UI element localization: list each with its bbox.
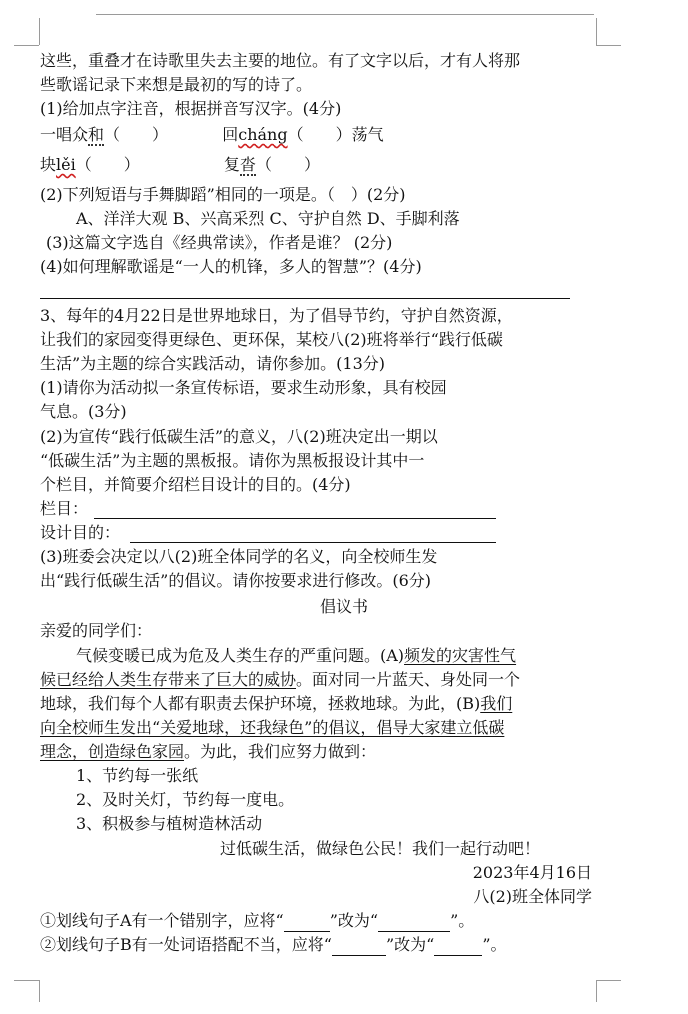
crop-mark-bottom-left-h xyxy=(14,980,39,981)
letter-signature: 八(2)班全体同学 xyxy=(473,887,592,906)
answer-paren: （ ）荡气 xyxy=(287,125,384,144)
answer-paren: （ ） xyxy=(75,155,140,174)
purpose-label: 设计目的： xyxy=(40,523,121,542)
blank-field[interactable] xyxy=(332,937,386,956)
underlined-sentence-a: 频发的灾害性气 xyxy=(404,646,517,665)
letter-paragraph-line xyxy=(40,669,520,691)
plain-text: 气候变暖已成为危及人类生存的严重问题。(A) xyxy=(76,646,405,665)
letter-paragraph-line xyxy=(40,693,512,715)
word-text: 块 xyxy=(40,155,57,174)
task-text: ”。 xyxy=(450,911,475,930)
letter-greeting: 亲爱的同学们： xyxy=(40,621,153,640)
sub-question-2: (2)为宣传“践行低碳生活”的意义，八(2)班决定出一期以 xyxy=(40,427,438,446)
letter-list-item: 2、及时关灯，节约每一度电。 xyxy=(76,790,295,809)
letter-list-item: 3、积极参与植树造林活动 xyxy=(76,814,263,833)
task-text: ①划线句子A有一个错别字，应将“ xyxy=(40,911,284,930)
answer-paren: （ ） xyxy=(104,125,169,144)
sub-question-3: 出“践行低碳生活”的倡议。请你按要求进行修改。(6分) xyxy=(40,571,432,590)
blank-field[interactable] xyxy=(284,913,330,932)
question-1-row-1 xyxy=(40,124,384,146)
word-text: 一唱众 xyxy=(40,125,89,144)
question-1-row-2 xyxy=(40,154,320,176)
sub-question-1: 气息。(3分) xyxy=(40,402,127,421)
crop-mark-top-right-v xyxy=(596,18,597,45)
letter-title: 倡议书 xyxy=(319,597,368,616)
plain-text: 地球，我们每个人都有职责去保护环境，拯救地球。为此，(B) xyxy=(40,694,481,713)
letter-date: 2023年4月16日 xyxy=(472,863,592,882)
crop-mark-bottom-right-h xyxy=(596,980,621,981)
question-2: (2)下列短语与手舞脚蹈”相同的一项是。（ ）(2分) xyxy=(40,185,406,204)
sub-question-1: (1)请你为活动拟一条宣传标语，要求生动形象，具有校园 xyxy=(40,378,447,397)
letter-paragraph-line xyxy=(76,645,516,667)
underlined-sentence-a: 候已经给人类生存带来了巨大的威协 xyxy=(40,670,297,689)
blank-field[interactable] xyxy=(378,913,450,932)
column-answer-line[interactable] xyxy=(94,518,496,519)
crop-mark-top-left-v xyxy=(39,18,40,45)
crop-mark-top-left-h xyxy=(14,45,39,46)
underlined-sentence-b: 我们 xyxy=(480,694,513,713)
task-text: ”改为“ xyxy=(329,911,379,930)
task-text: ”改为“ xyxy=(385,935,435,954)
task-text: ”。 xyxy=(482,935,507,954)
section-3-intro: 让我们的家园变得更绿色、更环保，某校八(2)班将举行“践行低碳 xyxy=(40,330,503,349)
blank-field[interactable] xyxy=(434,937,482,956)
question-2-options: A、洋洋大观 B、兴高采烈 C、守护自然 D、手脚利落 xyxy=(76,209,460,228)
question-4: (4)如何理解歌谣是“一人的机锋，多人的智慧”？(4分) xyxy=(40,257,422,276)
underlined-sentence-b: 理念，创造绿色家园 xyxy=(40,742,185,761)
crop-mark-top-right-h xyxy=(596,45,621,46)
question-3: (3)这篇文字选自《经典常读》，作者是谁？ (2分) xyxy=(46,233,393,252)
letter-paragraph-line xyxy=(40,741,376,763)
question-1: (1)给加点字注音，根据拼音写汉字。(4分) xyxy=(40,99,342,118)
task-2 xyxy=(40,934,507,956)
sub-question-2: 个栏目，并简要介绍栏目设计的目的。(4分) xyxy=(40,475,351,494)
dotted-char: 沓 xyxy=(239,155,256,174)
sub-question-3: (3)班委会决定以八(2)班全体同学的名义，向全校师生发 xyxy=(40,547,438,566)
passage-line: 些歌谣记录下来想是最初的写的诗了。 xyxy=(40,75,313,94)
dotted-char: 和 xyxy=(88,125,105,144)
crop-mark-bottom-right-v xyxy=(596,980,597,1002)
letter-list-item: 1、节约每一张纸 xyxy=(76,766,199,785)
answer-line xyxy=(40,298,570,299)
passage-line: 这些，重叠才在诗歌里失去主要的地位。有了文字以后，才有人将那 xyxy=(40,51,521,70)
task-1 xyxy=(40,910,474,932)
header-rule xyxy=(96,14,594,15)
pinyin: lěi xyxy=(56,155,76,174)
pinyin: cháng xyxy=(238,125,288,144)
column-answer-row xyxy=(40,498,88,520)
task-text: ②划线句子B有一处词语搭配不当，应将“ xyxy=(40,935,332,954)
answer-paren: （ ） xyxy=(255,155,320,174)
word-text: 复 xyxy=(223,155,240,174)
plain-text: 。为此，我们应努力做到： xyxy=(184,742,377,761)
section-3-intro: 3、每年的4月22日是世界地球日，为了倡导节约，守护自然资源， xyxy=(40,306,513,325)
column-label: 栏目： xyxy=(40,499,89,518)
sub-question-2: “低碳生活”为主题的黑板报。请你为黑板报设计其中一 xyxy=(40,451,425,470)
section-3-intro: 生活”为主题的综合实践活动，请你参加。(13分) xyxy=(40,354,386,373)
plain-text: 。面对同一片蓝天、身处同一个 xyxy=(296,670,521,689)
word-text: 回 xyxy=(222,125,239,144)
purpose-answer-row xyxy=(40,522,120,544)
crop-mark-bottom-left-v xyxy=(39,980,40,1002)
letter-paragraph-line xyxy=(40,717,504,739)
underlined-sentence-b: 向全校师生发出“关爱地球，还我绿色”的倡议，倡导大家建立低碳 xyxy=(40,718,505,737)
purpose-answer-line[interactable] xyxy=(130,542,496,543)
letter-closing: 过低碳生活，做绿色公民！我们一起行动吧！ xyxy=(220,839,541,858)
